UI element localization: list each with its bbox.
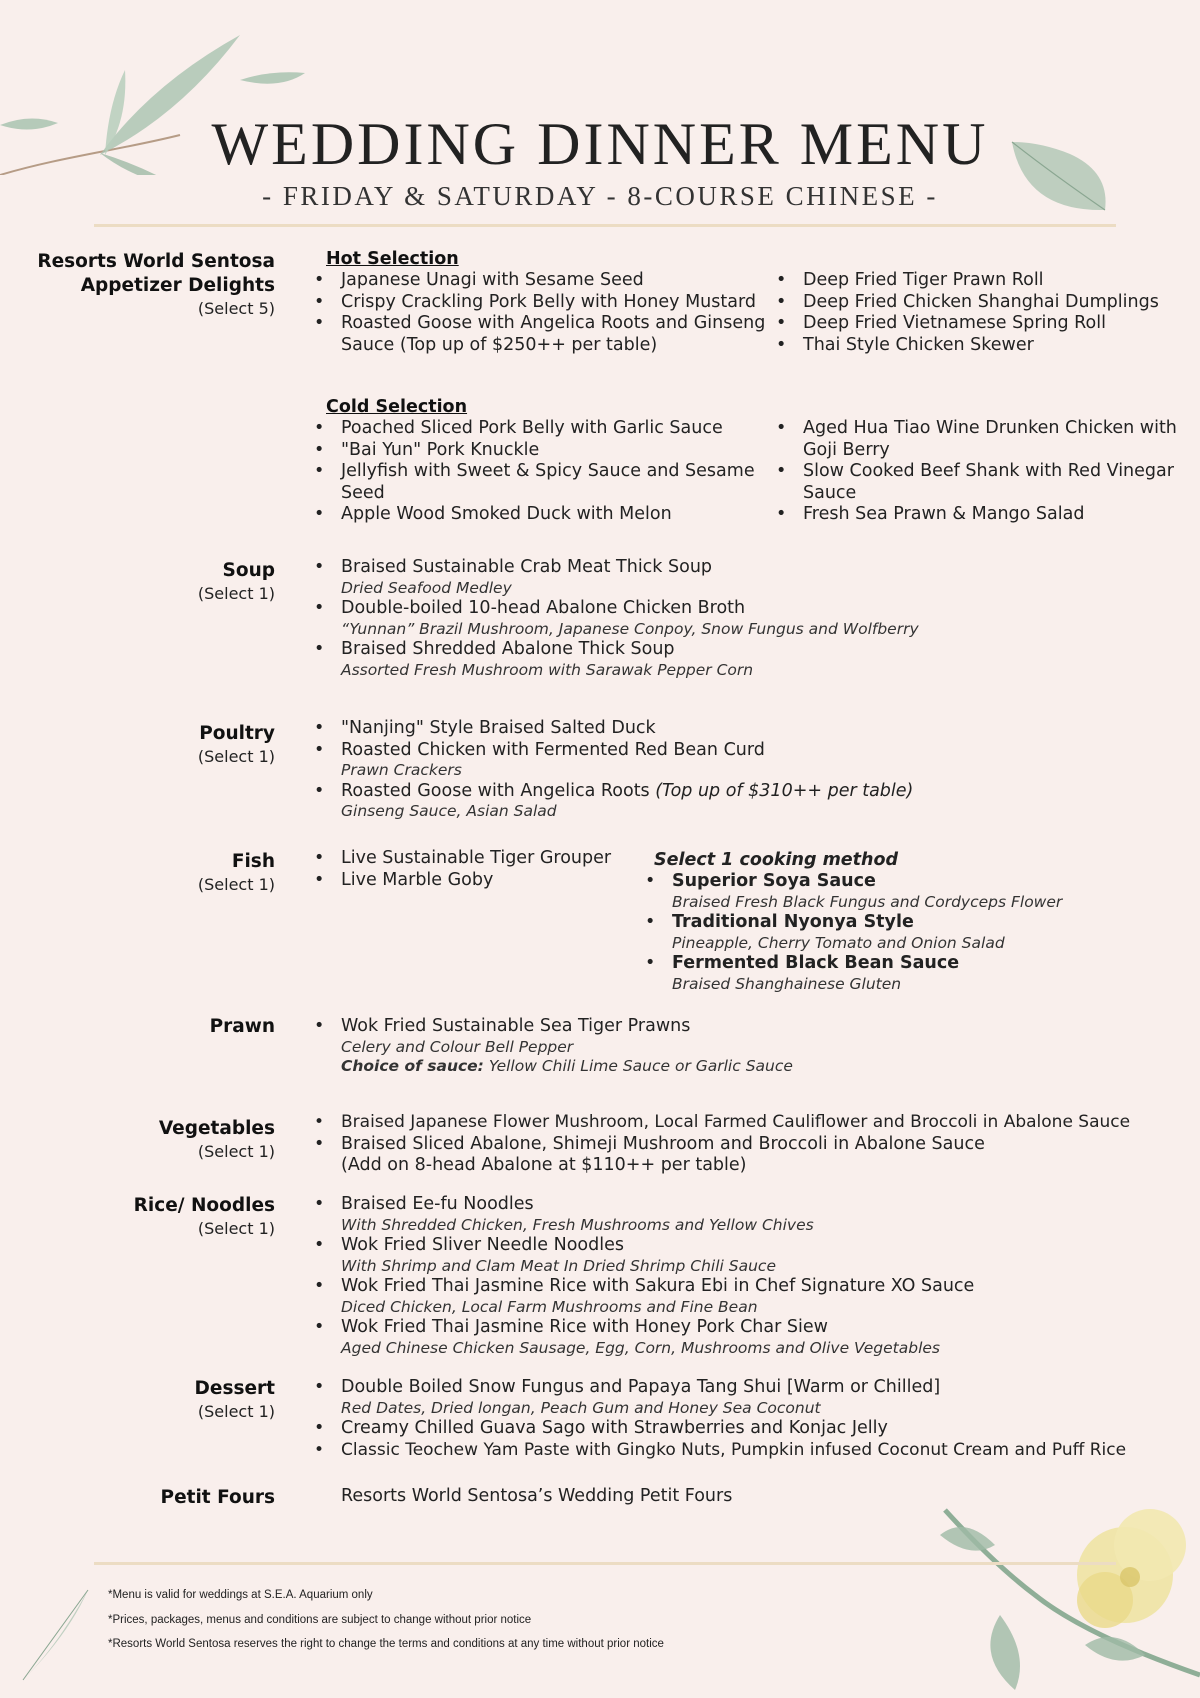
dish-description: Red Dates, Dried longan, Peach Gum and Honey Sea Coconut [341, 1398, 821, 1417]
dish-name: • Double-boiled 10-head Abalone Chicken Broth [341, 598, 746, 618]
list-item: • Aged Hua Tiao Wine Drunken Chicken with Goji Berry [776, 418, 1186, 461]
list-item: • Fresh Sea Prawn & Mango Salad [776, 504, 1186, 526]
list-item: • Live Marble Goby [314, 870, 644, 892]
category-poultry [20, 722, 275, 768]
category-name: Vegetables [158, 1118, 275, 1139]
list-item [314, 557, 1194, 598]
list-item: • Jellyfish with Sweet & Spicy Sauce and Sesame Seed [314, 461, 766, 504]
category-rice-noodles [20, 1194, 275, 1240]
list-item [314, 1377, 1200, 1418]
list-item: • Poached Sliced Pork Belly with Garlic Sauce [314, 418, 766, 440]
page-title: WEDDING DINNER MENU [211, 111, 989, 177]
list-item [314, 1016, 1194, 1077]
category-select: (Select 1) [197, 584, 275, 603]
list-item: • Creamy Chilled Guava Sago with Strawberries and Konjac Jelly [314, 1418, 1200, 1440]
dish-name: Roasted Goose with Angelica Roots [341, 780, 656, 801]
category-name: Resorts World Sentosa [37, 251, 275, 272]
list-item [314, 1134, 1200, 1177]
category-select: (Select 1) [197, 747, 275, 766]
dish-name: • Braised Ee-fu Noodles [341, 1194, 534, 1214]
method-name: • Fermented Black Bean Sauce [672, 953, 960, 973]
category-prawn [20, 1015, 275, 1039]
category-vegetables [20, 1117, 275, 1163]
category-select: (Select 1) [197, 1219, 275, 1238]
dish-name: • Wok Fried Sustainable Sea Tiger Prawns [341, 1016, 691, 1036]
list-item [314, 1317, 1194, 1358]
dish-description: Celery and Colour Bell Pepper [341, 1037, 574, 1056]
list-item [314, 1276, 1194, 1317]
method-description: Braised Shanghainese Gluten [672, 974, 902, 993]
footnote: *Menu is valid for weddings at S.E.A. Aquarium only [108, 1589, 373, 1601]
list-item: • "Bai Yun" Pork Knuckle [314, 440, 766, 462]
page-subtitle: - FRIDAY & SATURDAY - 8-COURSE CHINESE - [262, 181, 938, 211]
list-item: • Japanese Unagi with Sesame Seed [314, 270, 766, 292]
method-name: • Superior Soya Sauce [672, 871, 876, 891]
dish-description: Prawn Crackers [341, 761, 462, 779]
dish-name: • Braised Sliced Abalone, Shimeji Mushroom and Broccoli in Abalone Sauce [341, 1133, 985, 1154]
fish-cooking-methods [645, 849, 1195, 994]
category-name: Rice/ Noodles [133, 1195, 275, 1216]
category-name: Soup [222, 560, 275, 581]
dish-name: • Wok Fried Thai Jasmine Rice with Sakura Ebi in Chef Signature XO Sauce [341, 1276, 975, 1296]
footnote: *Resorts World Sentosa reserves the right to change the terms and conditions at any time without prior notice [108, 1638, 664, 1650]
dish-description: Assorted Fresh Mushroom with Sarawak Pepper Corn [341, 660, 754, 679]
dish-description: With Shrimp and Clam Meat In Dried Shrimp Chili Sauce [341, 1256, 776, 1275]
category-dessert [20, 1377, 275, 1423]
cold-selection [326, 397, 766, 526]
category-select: (Select 1) [197, 875, 275, 894]
add-on-note: (Add on 8-head Abalone at $110++ per table) [341, 1155, 747, 1175]
top-up-note: (Top up of $310++ per table) [655, 780, 914, 801]
poultry-items [314, 718, 1194, 822]
dish-description: Dried Seafood Medley [341, 578, 512, 597]
dish-name: • Double Boiled Snow Fungus and Papaya Tang Shui [Warm or Chilled] [341, 1377, 941, 1397]
dish-name: • Wok Fried Sliver Needle Noodles [341, 1235, 624, 1255]
dish-name: • Braised Shredded Abalone Thick Soup [341, 639, 675, 659]
list-item: • Slow Cooked Beef Shank with Red Vinegar Sauce [776, 461, 1186, 504]
list-item [314, 1194, 1194, 1235]
list-item [645, 912, 1195, 953]
category-appetizer [20, 250, 275, 320]
dessert-items [314, 1377, 1200, 1461]
list-item: • Deep Fried Tiger Prawn Roll [776, 270, 1186, 292]
list-item: • Classic Teochew Yam Paste with Gingko Nuts, Pumpkin infused Coconut Cream and Puff Rice [314, 1440, 1200, 1462]
hot-selection-right [776, 270, 1186, 356]
dish-name: • Wok Fried Thai Jasmine Rice with Honey Pork Char Siew [341, 1317, 828, 1337]
leaf-icon [18, 1585, 93, 1685]
method-description: Pineapple, Cherry Tomato and Onion Salad [672, 933, 1005, 952]
section-heading: Cold Selection [326, 397, 468, 417]
dish-description: Diced Chicken, Local Farm Mushrooms and Fine Bean [341, 1297, 758, 1316]
footer-divider [94, 1562, 1116, 1565]
list-item [314, 1235, 1194, 1276]
hot-selection [326, 249, 766, 356]
header-divider [94, 224, 1116, 227]
sauce-label: Choice of sauce: [341, 1057, 484, 1075]
list-item: • Deep Fried Chicken Shanghai Dumplings [776, 292, 1186, 314]
cold-selection-right [776, 418, 1186, 526]
list-item [314, 639, 1194, 680]
dish-name: • Roasted Chicken with Fermented Red Bean Curd [341, 739, 765, 760]
list-item: • Roasted Goose with Angelica Roots and Ginseng Sauce (Top up of $250++ per table) [314, 313, 766, 356]
dish-description: “Yunnan” Brazil Mushroom, Japanese Conpoy, Snow Fungus and Wolfberry [341, 619, 919, 638]
category-fish [20, 850, 275, 896]
list-item: • Thai Style Chicken Skewer [776, 335, 1186, 357]
vegetables-items [314, 1112, 1200, 1177]
prawn-items [314, 1016, 1194, 1077]
dish-description: Aged Chinese Chicken Sausage, Egg, Corn, Mushrooms and Olive Vegetables [341, 1338, 940, 1357]
dish-description: With Shredded Chicken, Fresh Mushrooms and Yellow Chives [341, 1215, 814, 1234]
category-select: (Select 5) [197, 299, 275, 318]
category-name: Prawn [209, 1016, 275, 1037]
category-name: Poultry [199, 723, 275, 744]
section-heading: Select 1 cooking method [654, 850, 899, 870]
dish-description: Ginseng Sauce, Asian Salad [341, 802, 557, 820]
category-soup [20, 559, 275, 605]
list-item: • Deep Fried Vietnamese Spring Roll [776, 313, 1186, 335]
category-select: (Select 1) [197, 1402, 275, 1421]
footnote: *Prices, packages, menus and conditions are subject to change without prior notice [108, 1614, 532, 1626]
flower-icon [925, 1505, 1200, 1698]
list-item [645, 871, 1195, 912]
category-select: (Select 1) [197, 1142, 275, 1161]
dish-name: • Braised Sustainable Crab Meat Thick Soup [341, 557, 713, 577]
list-item [314, 740, 1194, 781]
rice-noodles-items [314, 1194, 1194, 1358]
list-item [645, 953, 1195, 994]
section-heading: Hot Selection [326, 249, 459, 269]
category-petit-fours [20, 1486, 275, 1510]
list-item: • Apple Wood Smoked Duck with Melon [314, 504, 766, 526]
list-item [314, 598, 1194, 639]
list-item: • Live Sustainable Tiger Grouper [314, 848, 644, 870]
list-item: • Crispy Crackling Pork Belly with Honey Mustard [314, 292, 766, 314]
petit-fours-item: Resorts World Sentosa’s Wedding Petit Fours [341, 1486, 733, 1506]
category-name: Fish [231, 851, 275, 872]
sauce-options: Yellow Chili Lime Sauce or Garlic Sauce [483, 1057, 793, 1075]
list-item [314, 781, 1194, 822]
method-name: • Traditional Nyonya Style [672, 912, 914, 932]
category-name: Appetizer Delights [80, 275, 275, 296]
category-name: Dessert [194, 1378, 275, 1399]
category-name: Petit Fours [160, 1487, 275, 1508]
list-item: • "Nanjing" Style Braised Salted Duck [314, 718, 1194, 740]
list-item: • Braised Japanese Flower Mushroom, Local Farmed Cauliflower and Broccoli in Abalone Sauce [314, 1112, 1200, 1134]
soup-items [314, 557, 1194, 680]
method-description: Braised Fresh Black Fungus and Cordyceps Flower [672, 892, 1063, 911]
fish-items [314, 848, 644, 891]
